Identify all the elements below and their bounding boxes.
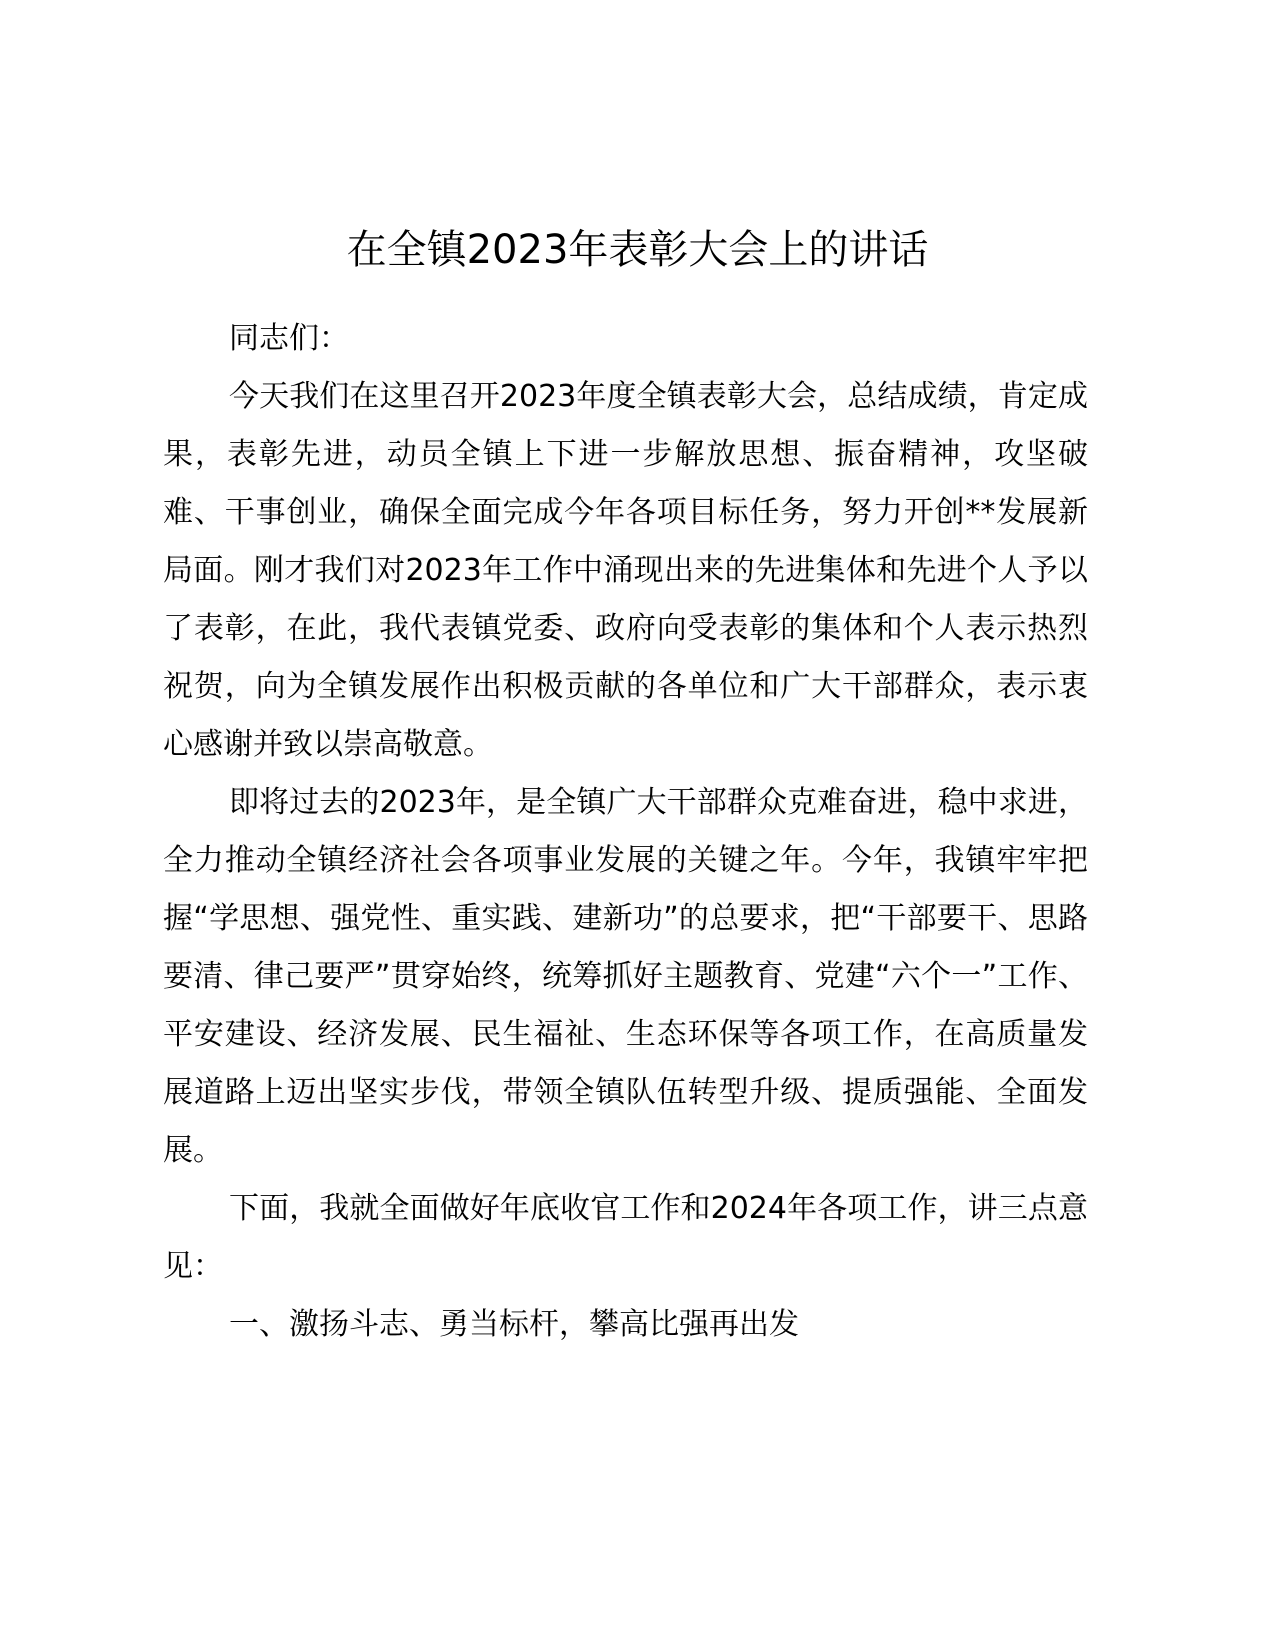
page-title: 在全镇2023年表彰大会上的讲话 <box>346 227 929 273</box>
paragraph-opening: 今天我们在这里召开2023年度全镇表彰大会，总结成绩，肯定成果，表彰先进，动员全镇上下进一步解放思想、振奋精神，攻坚破难、干事创业，确保全面完成今年各项目标任务，努力开创**发展新局面。刚才我们对2023年工作中涌现出来的先进集体和先进个人予以了表彰，在此，我代表镇党委、政府向受表彰的集体和个人表示热烈祝贺，向为全镇发展作出积极贡献的各单位和广大干部群众，表示衷心感谢并致以崇高敬意。 <box>163 379 1088 762</box>
section-heading: 一、激扬斗志、勇当标杆，攀高比强再出发 <box>229 1307 799 1342</box>
salutation: 同志们： <box>229 321 349 356</box>
paragraph-review: 即将过去的2023年，是全镇广大干部群众克难奋进，稳中求进，全力推动全镇经济社会各项事业发展的关键之年。今年，我镇牢牢把握“学思想、强党性、重实践、建新功”的总要求，把“干部要干、思路要清、律己要严”贯穿始终，统筹抓好主题教育、党建“六个一”工作、平安建设、经济发展、民生福祉、生态环保等各项工作，在高质量发展道路上迈出坚实步伐，带领全镇队伍转型升级、提质强能、全面发展。 <box>163 785 1089 1168</box>
document-body <box>163 310 1088 1354</box>
paragraph-intro: 下面，我就全面做好年底收官工作和2024年各项工作，讲三点意见： <box>163 1191 1088 1284</box>
